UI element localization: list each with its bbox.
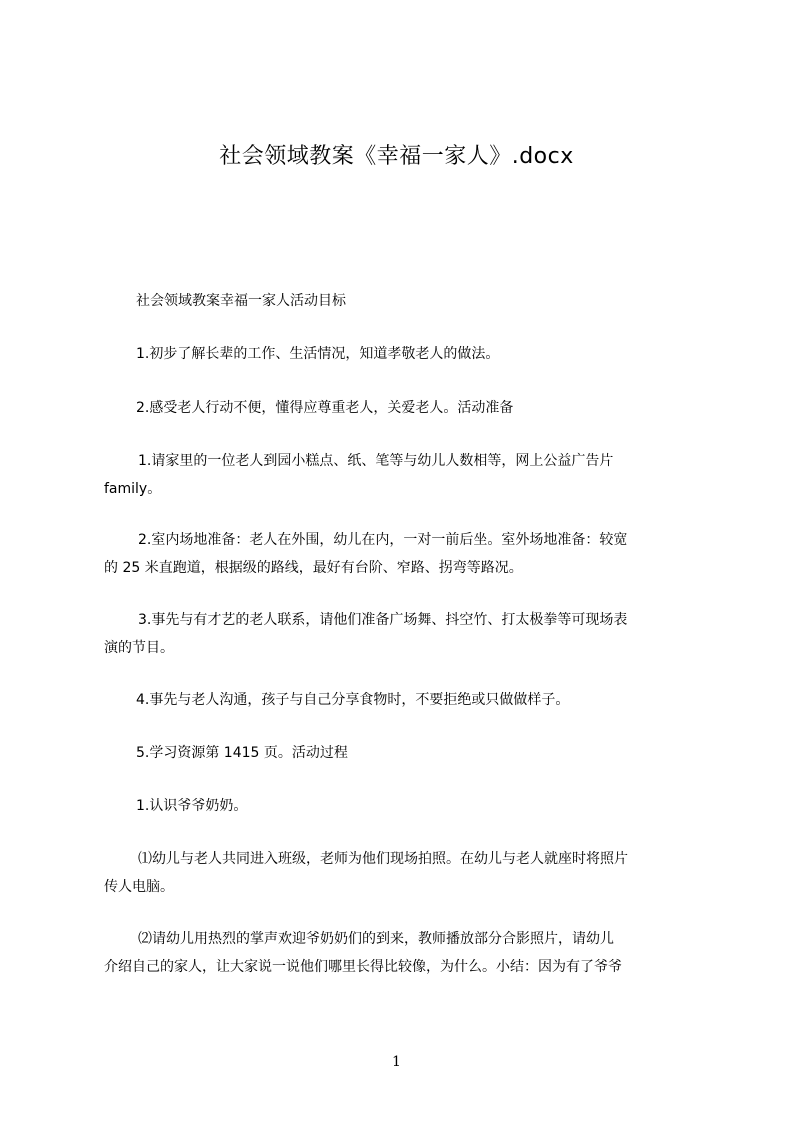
paragraph-prep-4 <box>136 686 736 714</box>
paragraph-line: 演的节目。 <box>104 640 174 656</box>
paragraph-prep-2 <box>104 526 704 582</box>
paragraph-line: 的 25 米直跑道，根据级的路线，最好有台阶、窄路、拐弯等路况。 <box>104 560 523 576</box>
paragraph-line: 1.认识爷爷奶奶。 <box>136 798 248 814</box>
paragraph-objectives-heading <box>136 287 736 315</box>
paragraph-process-1-1 <box>104 845 704 901</box>
paragraph-prep-3 <box>104 606 704 662</box>
paragraph-prep-1 <box>104 447 704 503</box>
paragraph-line: 2.感受老人行动不便，懂得应尊重老人，关爱老人。活动准备 <box>136 400 514 416</box>
paragraph-line: family。 <box>104 481 162 497</box>
paragraph-line: 5.学习资源第 1415 页。活动过程 <box>136 745 348 761</box>
paragraph-line: 4.事先与老人沟通，孩子与自己分享食物时，不要拒绝或只做做样子。 <box>136 692 570 708</box>
paragraph-line: 1.请家里的一位老人到园小糕点、纸、笔等与幼儿人数相等，网上公益广告片 <box>138 453 614 469</box>
paragraph-prep-5 <box>136 739 736 767</box>
paragraph-line: 1.初步了解长辈的工作、生活情况，知道孝敬老人的做法。 <box>136 346 500 362</box>
paragraph-objective-1 <box>136 340 736 368</box>
paragraph-line: 3.事先与有才艺的老人联系，请他们准备广场舞、抖空竹、打太极拳等可现场表 <box>138 612 628 628</box>
paragraph-line: 介绍自己的家人，让大家说一说他们哪里长得比较像，为什么。小结：因为有了爷爷 <box>104 959 622 975</box>
paragraph-line: ⑵请幼儿用热烈的掌声欢迎爷奶奶们的到来，教师播放部分合影照片，请幼儿 <box>138 931 614 947</box>
page-number: 1 <box>392 1054 401 1070</box>
paragraph-line: ⑴幼儿与老人共同进入班级，老师为他们现场拍照。在幼儿与老人就座时将照片 <box>138 851 628 867</box>
paragraph-line: 传人电脑。 <box>104 879 174 895</box>
paragraph-line: 社会领域教案幸福一家人活动目标 <box>136 293 346 309</box>
paragraph-process-1-2 <box>104 925 704 981</box>
paragraph-line: 2.室内场地准备：老人在外围，幼儿在内，一对一前后坐。室外场地准备：较宽 <box>138 532 628 548</box>
paragraph-objective-2 <box>136 394 736 422</box>
paragraph-process-1 <box>136 792 736 820</box>
document-title: 社会领域教案《幸福一家人》.docx <box>219 144 574 169</box>
